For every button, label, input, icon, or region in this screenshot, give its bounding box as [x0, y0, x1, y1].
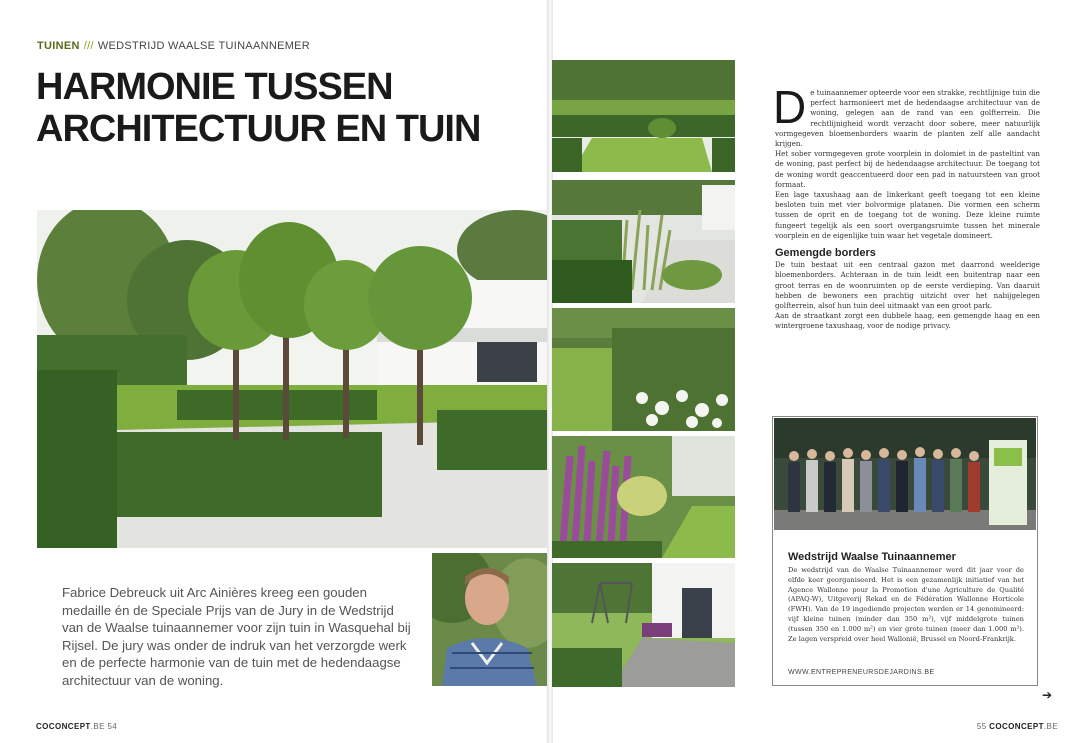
article-paragraph-1-text: e tuinaannemer opteerde voor een strakke, rechtlijnige tuin die perfect harmonieert met de hedendaagse architectuur van de woning, gelegen aan de rand van een golfterrein. Die rechtlijnigheid wordt verzacht door sobere, meer natuurlijk vormgegeven bloemenborders waarin de planten zelf alle aandacht krijgen.	[775, 88, 1040, 149]
sidebar-box-url[interactable]: WWW.ENTREPRENEURSDEJARDINS.BE	[788, 669, 935, 676]
article-headline	[36, 66, 536, 150]
garden-photo-flowers	[552, 436, 735, 558]
folio-right-brand: COCONCEPT	[989, 722, 1044, 731]
article-paragraph-4: De tuin bestaat uit een centraal gazon met daarrond weelderige bloemenborders. Achteraan in de tuin leidt een buitentrap naar een groot terras en de woonruimten op de eerste verdieping. Van daaruit hebben de bewoners een prachtig uitzicht over het nabijgelegen golfterrein, alsof hun tuin deel uitmaakt van een groot park.	[775, 260, 1040, 311]
headline-line-1: HARMONIE TUSSEN	[36, 66, 393, 108]
sidebar-box-title: Wedstrijd Waalse Tuinaannemer	[788, 551, 956, 563]
section-label	[37, 40, 310, 52]
folio-right-page: 55	[976, 722, 987, 731]
folio-left-suffix: .BE	[90, 722, 105, 731]
article-paragraph-3: Een lage taxushaag aan de linkerkant geeft toegang tot een kleine besloten tuin met vier bolvormige platanen. Die vormen een scherm tussen de oprit en de toegang tot de woning. Deze kleine ruimte fungeert tegelijk als een soort overgangsruimte tussen het minerale voorplein en de eigenlijke tuin waar het vegetale domineert.	[775, 190, 1040, 240]
folio-right	[977, 722, 1058, 731]
article-body	[773, 81, 1040, 332]
folio-left-page: 54	[107, 722, 118, 731]
sidebar-box-text: De wedstrijd van de Waalse Tuinaannemer werd dit jaar voor de elfde keer georganiseerd. Het is een gezamenlijk initiatief van het Agence Wallonne pour la Promotion d'une Agriculture de Qualité (APAQ-W), Uitgeverij Rekad en de Fédération Wallonne Horticole (FWH). Van de 19 ingediende projecten werden er 14 genomineerd: vijf kleine tuinen (minder dan 350 m²), vijf middelgrote tuinen (tussen 350 en 1.000 m²) en vier grote tuinen (meer dan 1.000 m²). Ze lagen verspreid over heel Wallonië, Brussel en Noord-Frankrijk.	[788, 566, 1024, 643]
headline-line-2: ARCHITECTUUR EN TUIN	[36, 108, 481, 150]
portrait-photo	[432, 553, 547, 686]
section-name: TUINEN	[37, 40, 80, 52]
sidebar-box	[772, 416, 1038, 686]
intro-paragraph: Fabrice Debreuck uit Arc Ainières kreeg een gouden medaille én de Speciale Prijs van de Jury in de Wedstrijd van de Waalse tuinaannemer voor zijn tuin in Wasquehal bij Rijsel. De jury was onder de indruk van het verzorgde werk en de perfecte harmonie van de tuin met de hedendaagse architectuur van de woning.	[62, 585, 411, 688]
garden-photo-lawn	[552, 60, 735, 172]
group-photo	[774, 418, 1036, 530]
folio-right-suffix: .BE	[1043, 722, 1058, 731]
garden-photo-grasses	[552, 180, 735, 303]
folio-left	[36, 722, 117, 731]
garden-photo-terrace	[552, 563, 735, 687]
section-subtitle: WEDSTRIJD WAALSE TUINAANNEMER	[97, 40, 311, 52]
folio-left-brand: COCONCEPT	[36, 722, 91, 731]
drop-cap: D	[773, 81, 807, 133]
main-garden-photo	[37, 210, 547, 548]
article-paragraph-5: Aan de straatkant zorgt een dubbele haag, een gemengde haag en een wintergroene taxushaag, voor de nodige privacy.	[775, 311, 1040, 331]
next-page-arrow-icon: ➔	[1042, 688, 1053, 702]
article-subheading: Gemengde borders	[775, 247, 876, 260]
section-separator: ///	[83, 40, 94, 52]
garden-photo-border	[552, 308, 735, 431]
article-paragraph-1	[773, 81, 1040, 149]
article-paragraph-2: Het sober vormgegeven grote voorplein in dolomiet in de pasteltint van de woning, past perfect bij de hedendaagse architectuur. De toegang tot de woning wordt geaccentueerd door een pad in natuursteen van groot formaat.	[775, 149, 1040, 189]
